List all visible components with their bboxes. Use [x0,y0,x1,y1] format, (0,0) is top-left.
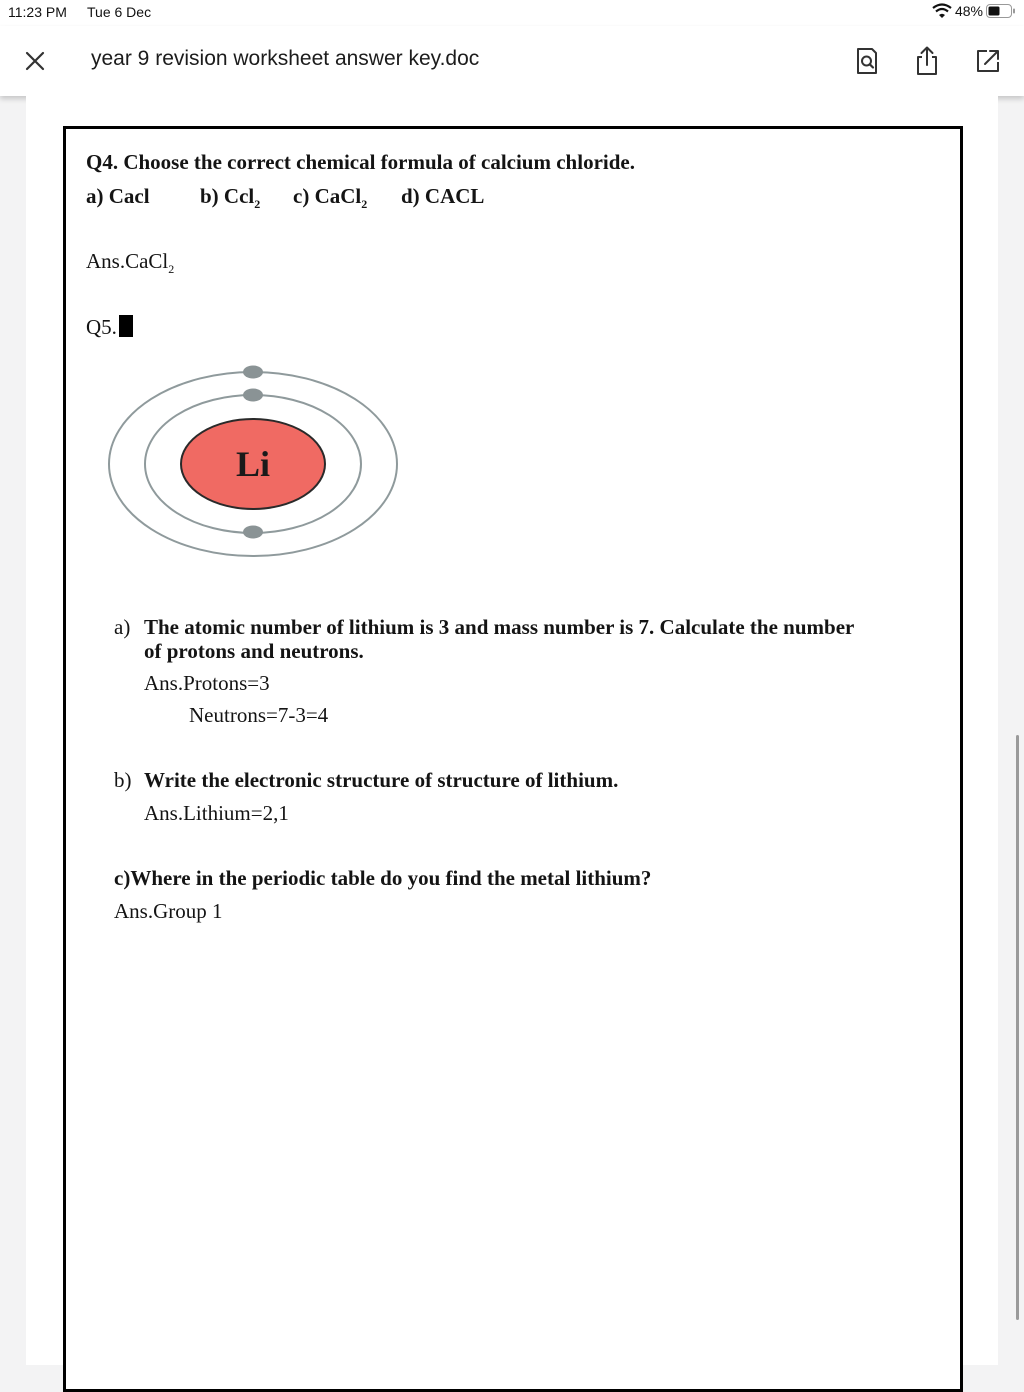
electron [243,526,263,539]
worksheet-frame [63,126,963,1392]
wifi-icon [932,3,952,19]
status-time: 11:23 PM [8,4,67,20]
battery-icon [986,4,1016,18]
document-title: year 9 revision worksheet answer key.doc [91,47,480,70]
q5a-answer-line1: Ans.Protons=3 [144,671,270,695]
status-date: Tue 6 Dec [87,4,152,20]
q5b-answer: Ans.Lithium=2,1 [144,801,289,825]
find-in-page-icon [855,47,879,75]
q4-option-d: d) CACL [401,184,485,208]
q4-answer: Ans.CaCl$_2$ [86,249,175,277]
q5c-answer: Ans.Group 1 [114,899,223,923]
lithium-atom-diagram [106,359,406,559]
text-cursor [119,315,133,337]
q5a-question-line1: The atomic number of lithium is 3 and mass number is 7. Calculate the number [144,615,855,639]
q4-question: Q4. Choose the correct chemical formula of calcium chloride. [86,150,635,174]
find-in-page-button[interactable] [852,46,882,76]
close-button[interactable] [20,46,50,76]
q5a-marker: a) [114,615,131,639]
close-icon [24,50,46,72]
status-indicators [932,3,1016,19]
open-external-button[interactable] [973,46,1003,76]
q4-option-c: c) CaCl$_2$ [293,184,368,212]
open-external-icon [975,48,1001,74]
q5b-marker: b) [114,768,132,792]
nucleus-label: Li [235,444,271,484]
q5c-question: c)Where in the periodic table do you find the metal lithium? [114,866,652,890]
q5b-question: Write the electronic structure of structure of lithium. [144,768,619,792]
document-toolbar [0,26,1024,96]
share-button[interactable] [912,46,942,76]
q5a-question-line2: of protons and neutrons. [144,639,364,663]
q5-label: Q5. [86,315,133,340]
battery-percent: 48% [954,3,983,19]
q4-option-a: a) Cacl [86,184,150,208]
q4-option-b: b) Ccl$_2$ [200,184,261,212]
status-bar [0,0,1024,26]
electron [243,366,263,379]
electron [243,389,263,402]
q5a-answer-line2: Neutrons=7-3=4 [189,703,329,727]
scrollbar[interactable] [1016,735,1019,1320]
share-icon [914,46,940,76]
